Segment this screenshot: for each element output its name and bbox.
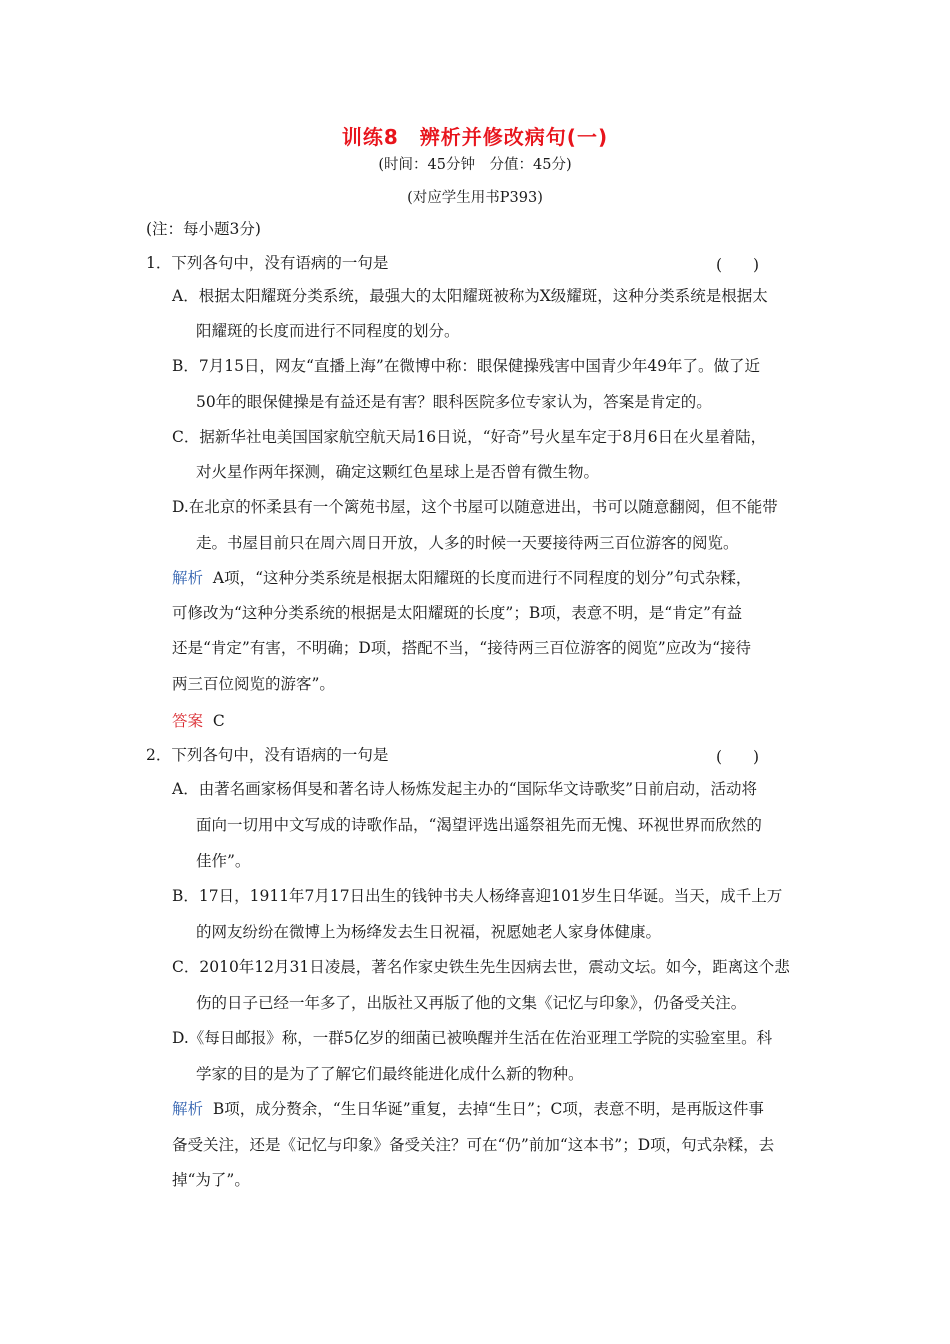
q1-analysis-line1 <box>172 568 751 588</box>
q2-analysis-label: 解析 <box>172 1100 204 1118</box>
scoring-note: (注：每小题3分) <box>146 220 261 238</box>
q1-analysis-line3: 还是“肯定”有害，不明确；D项，搭配不当，“接待两三百位游客的阅览”应改为“接待 <box>172 639 752 657</box>
q2-analysis-line3: 掉“为了”。 <box>172 1171 250 1189</box>
document-title: 训练8 辨析并修改病句(一) <box>341 125 609 149</box>
q1-option-a-line1: A．根据太阳耀斑分类系统，最强大的太阳耀斑被称为X级耀斑，这种分类系统是根据太 <box>172 287 768 305</box>
q1-answer-value: C <box>212 712 225 730</box>
q1-answer-line <box>172 711 225 731</box>
q1-option-b-line2: 50年的眼保健操是有益还是有害？眼科医院多位专家认为，答案是肯定的。 <box>196 393 712 411</box>
q2-option-c-line2: 伤的日子已经一年多了，出版社又再版了他的文集《记忆与印象》，仍备受关注。 <box>196 994 747 1012</box>
q2-option-a-line3: 佳作”。 <box>196 852 251 870</box>
q2-analysis-line2: 备受关注，还是《记忆与印象》备受关注？可在“仍”前加“这本书”；D项，句式杂糅，去 <box>172 1136 775 1154</box>
q2-option-c-line1: C．2010年12月31日凌晨，著名作家史铁生先生因病去世，震动文坛。如今，距离这个悲 <box>172 958 790 976</box>
q2-option-d-line1: D.《每日邮报》称，一群5亿岁的细菌已被唤醒并生活在佐治亚理工学院的实验室里。科 <box>172 1029 773 1047</box>
q1-stem: 1．下列各句中，没有语病的一句是 <box>146 254 389 272</box>
book-reference: (对应学生用书P393) <box>407 190 543 206</box>
q1-option-c-line2: 对火星作两年探测，确定这颗红色星球上是否曾有微生物。 <box>196 463 600 481</box>
q1-option-b-line1: B．7月15日，网友“直播上海”在微博中称：眼保健操残害中国青少年49年了。做了近 <box>172 357 761 375</box>
q1-option-c-line1: C．据新华社电美国国家航空航天局16日说，“好奇”号火星车定于8月6日在火星着陆， <box>172 428 767 446</box>
q1-analysis-label: 解析 <box>172 569 204 587</box>
q1-option-a-line2: 阳耀斑的长度而进行不同程度的划分。 <box>196 322 460 340</box>
q2-option-a-line2: 面向一切用中文写成的诗歌作品，“渴望评选出遥祭祖先而无愧、环视世界而欣然的 <box>196 816 762 834</box>
q1-option-d-line1: D.在北京的怀柔县有一个篱苑书屋，这个书屋可以随意进出，书可以随意翻阅，但不能带 <box>172 498 778 516</box>
q1-analysis-line2: 可修改为“这种分类系统的根据是太阳耀斑的长度”；B项，表意不明，是“肯定”有益 <box>172 604 743 622</box>
q2-stem: 2．下列各句中，没有语病的一句是 <box>146 746 389 764</box>
q2-option-b-line2: 的网友纷纷在微博上为杨绛发去生日祝福，祝愿她老人家身体健康。 <box>196 923 662 941</box>
q1-answer-label: 答案 <box>172 712 204 730</box>
q2-option-b-line1: B．17日，1911年7月17日出生的钱钟书夫人杨绛喜迎101岁生日华诞。当天，成千上万 <box>172 887 783 905</box>
q2-analysis-text1: B项，成分赘余，“生日华诞”重复，去掉“生日”；C项，表意不明，是再版这件事 <box>212 1100 764 1118</box>
q1-analysis-text1: A项，“这种分类系统是根据太阳耀斑的长度而进行不同程度的划分”句式杂糅， <box>212 569 752 587</box>
q2-option-a-line1: A．由著名画家杨佴旻和著名诗人杨炼发起主办的“国际华文诗歌奖”日前启动，活动将 <box>172 780 758 798</box>
time-score-info: (时间：45分钟 分值：45分) <box>378 157 572 173</box>
q1-analysis-line4: 两三百位阅览的游客”。 <box>172 675 335 693</box>
q2-answer-blank: ( ) <box>716 748 760 766</box>
q2-option-d-line2: 学家的目的是为了了解它们最终能进化成什么新的物种。 <box>196 1065 584 1083</box>
q1-option-d-line2: 走。书屋目前只在周六周日开放，人多的时候一天要接待两三百位游客的阅览。 <box>196 534 739 552</box>
q2-analysis-line1 <box>172 1099 764 1119</box>
q1-answer-blank: ( ) <box>716 256 760 274</box>
